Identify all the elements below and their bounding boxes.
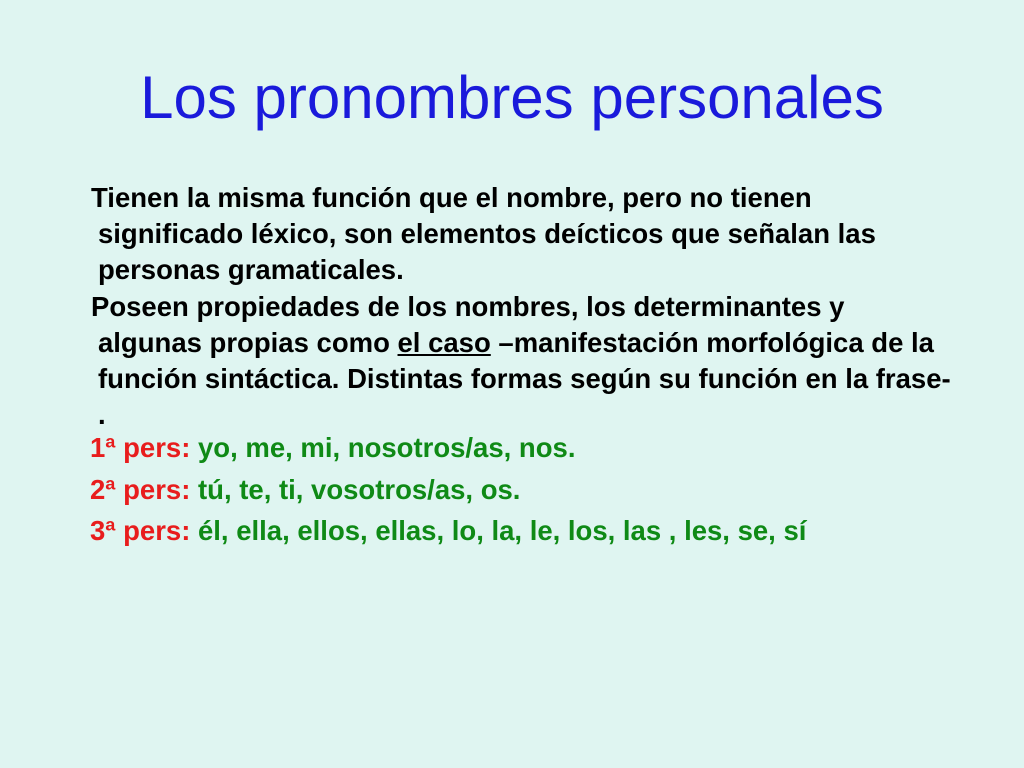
slide-title: Los pronombres personales <box>140 64 884 131</box>
definition-paragraph <box>76 180 990 288</box>
second-person-line <box>90 472 520 508</box>
person-label: 1ª pers: <box>90 432 191 463</box>
paragraph-line: . <box>98 399 106 430</box>
line-text: algunas propias como <box>98 327 398 358</box>
paragraph-line: función sintáctica. Distintas formas según su función en la frase- <box>98 363 951 394</box>
person-label: 2ª pers: <box>90 474 191 505</box>
properties-paragraph <box>76 289 990 433</box>
pronoun-forms: yo, me, mi, nosotros/as, nos. <box>190 432 576 463</box>
first-person-line <box>90 430 575 466</box>
paragraph-line: personas gramaticales. <box>98 254 404 285</box>
third-person-line <box>90 513 806 549</box>
pronoun-forms: tú, te, ti, vosotros/as, os. <box>190 474 521 505</box>
paragraph-line: Poseen propiedades de los nombres, los determinantes y <box>91 291 845 322</box>
paragraph-line: significado léxico, son elementos deícticos que señalan las <box>98 218 876 249</box>
line-text: –manifestación morfológica de la <box>490 327 934 358</box>
paragraph-line <box>90 325 990 361</box>
pronoun-forms: él, ella, ellos, ellas, lo, la, le, los, las , les, se, sí <box>190 515 807 546</box>
paragraph-line: Tienen la misma función que el nombre, pero no tienen <box>91 182 812 213</box>
person-label: 3ª pers: <box>90 515 191 546</box>
underlined-term: el caso <box>397 327 491 358</box>
